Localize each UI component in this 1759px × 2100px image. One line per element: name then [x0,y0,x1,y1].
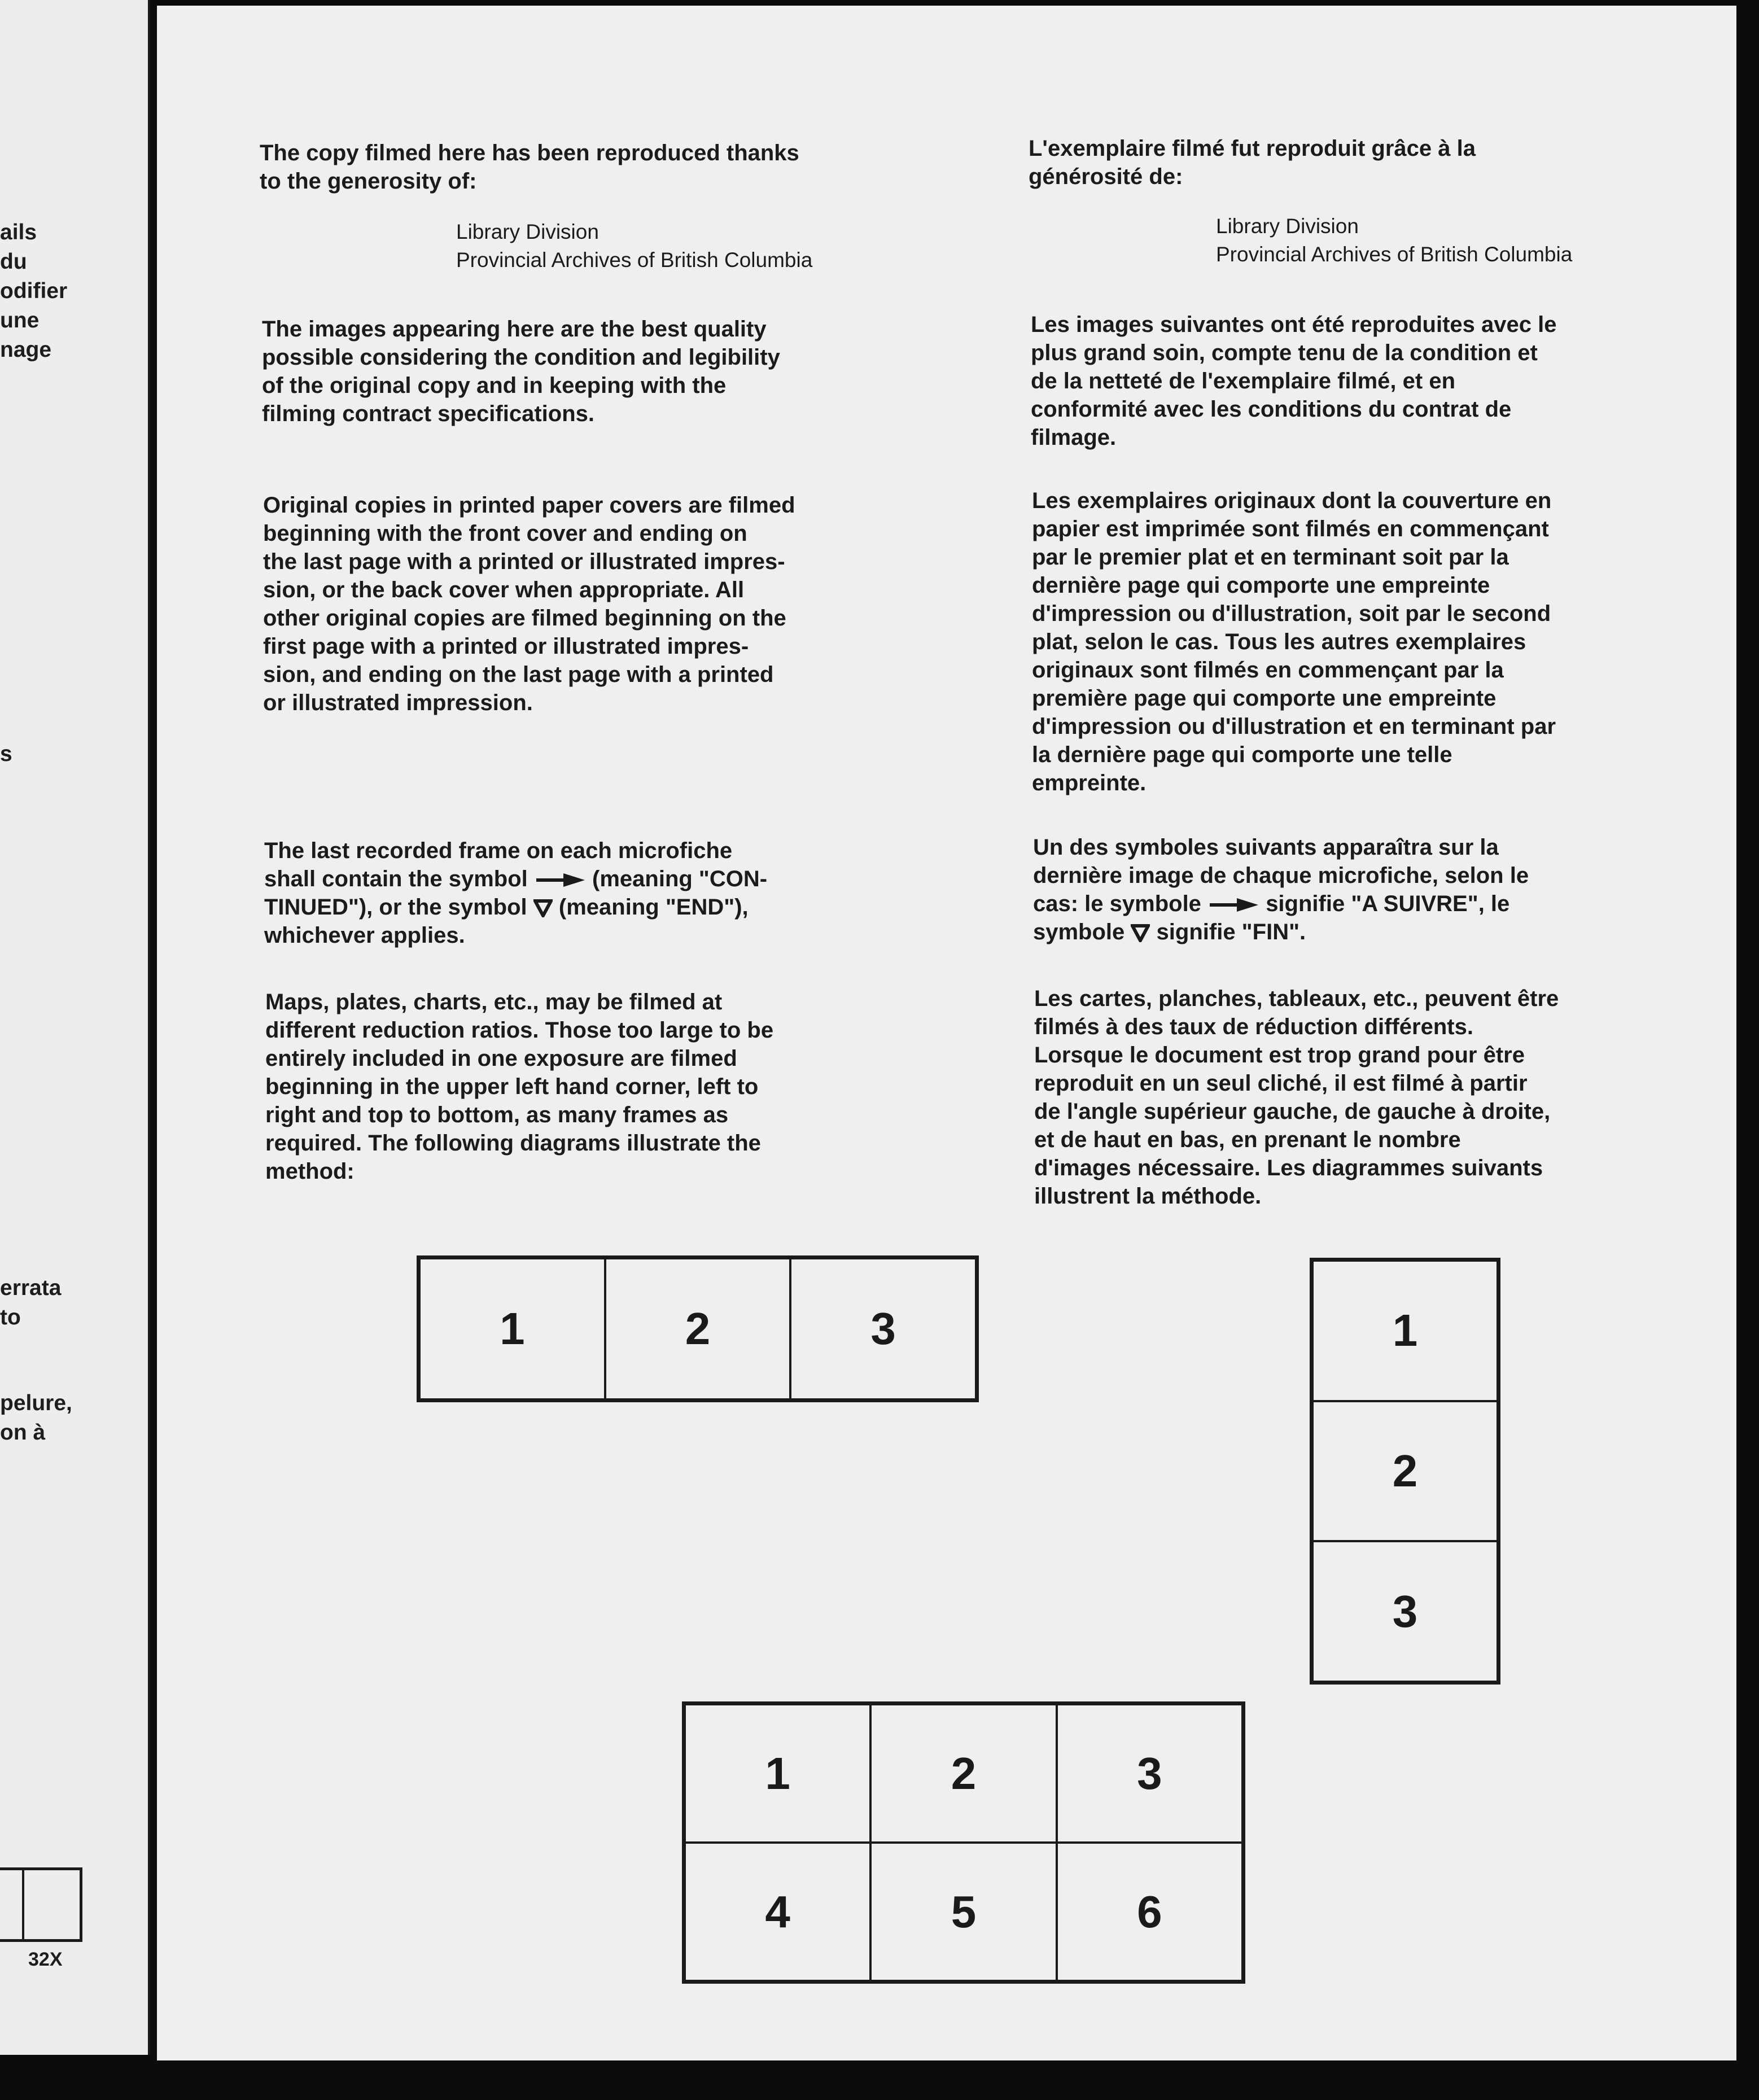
frame-cell: 1 [1312,1261,1498,1401]
text-line: plat, selon le cas. Tous les autres exemplaires [1032,629,1526,654]
text-line: of the original copy and in keeping with the [262,373,727,398]
text-line: Library Division [1216,215,1359,238]
grid-frame-diagram [682,1701,1245,1984]
text-line: et de haut en bas, en prenant le nombre [1034,1127,1461,1152]
text-line: papier est imprimée sont filmés en commençant [1032,517,1549,541]
text-segment: signifie "FIN". [1156,920,1306,944]
frame-cell: 2 [1312,1401,1498,1542]
fragment-text: s [0,742,12,766]
french-covers-paragraph [1032,487,1556,797]
text-line: beginning in the upper left hand corner, left to [265,1074,759,1099]
english-maps-paragraph [265,988,773,1185]
text-line: filming contract specifications. [262,401,595,426]
text-line: The copy filmed here has been reproduced thanks [260,141,799,165]
text-line: whichever applies. [264,923,465,948]
resolution-target-box [0,1867,82,1942]
text-line: d'impression ou d'illustration, soit par le second [1032,601,1551,626]
french-quality-paragraph [1031,310,1556,452]
frame-cell: 6 [1057,1843,1242,1981]
text-line: Provincial Archives of British Columbia [1216,243,1573,266]
text-segment: (meaning "END"), [558,895,749,920]
text-line: Original copies in printed paper covers are filmed [263,493,795,518]
text-line [1033,918,1529,946]
vertical-frame-diagram [1310,1258,1500,1685]
french-symbols-paragraph [1033,833,1529,946]
box-divider [22,1870,24,1939]
text-line: par le premier plat et en terminant soit par la [1032,545,1509,570]
scale-label: 32X [28,1949,63,1970]
text-line: The last recorded frame on each microfiche [264,838,733,863]
frame-cell: 2 [870,1704,1056,1843]
text-segment: shall contain the symbol [264,867,528,891]
text-line: Les cartes, planches, tableaux, etc., peuvent être [1034,986,1559,1011]
text-line: de la netteté de l'exemplaire filmé, et en [1031,369,1456,393]
adjacent-page-fragment [0,0,150,2055]
text-line: filmés à des taux de réduction différents. [1034,1014,1473,1039]
english-quality-paragraph [262,315,780,428]
text-line: filmage. [1031,425,1117,450]
text-line: illustrent la méthode. [1034,1184,1262,1209]
text-line: or illustrated impression. [263,690,533,715]
fragment-text: odifier [0,279,68,303]
text-line: première page qui comporte une empreinte [1032,686,1497,711]
microfiche-target-page [157,6,1736,2060]
fragment-text: ails [0,220,37,244]
frame-cell: 3 [1057,1704,1242,1843]
frame-cell: 5 [870,1843,1056,1981]
text-line: the last page with a printed or illustrated impres- [263,549,785,574]
frame-cell: 3 [790,1258,976,1399]
english-covers-paragraph [263,491,795,717]
text-line: reproduit en un seul cliché, il est filmé à partir [1034,1071,1528,1096]
end-triangle-icon [533,899,553,917]
text-segment: symbole [1033,920,1125,944]
frame-cell: 4 [685,1843,870,1981]
frame-cell: 1 [685,1704,870,1843]
fragment-text: errata [0,1276,62,1300]
text-segment: cas: le symbole [1033,891,1201,916]
french-institution [1216,212,1572,269]
text-line: beginning with the front cover and ending on [263,521,747,546]
text-line: conformité avec les conditions du contrat de [1031,397,1512,422]
end-triangle-icon [1131,924,1150,942]
text-line: other original copies are filmed beginning on the [263,606,786,631]
text-line: générosité de: [1029,164,1183,189]
english-institution [456,218,812,274]
text-line: Lorsque le document est trop grand pour être [1034,1043,1525,1068]
text-line [264,893,767,921]
frame-cell: 3 [1312,1541,1498,1682]
english-credit-intro [260,139,799,195]
text-line: possible considering the condition and legibility [262,345,780,370]
frame-cell: 2 [605,1258,791,1399]
text-line: Un des symboles suivants apparaîtra sur la [1033,835,1499,860]
text-segment: (meaning "CON- [592,867,768,891]
text-line: required. The following diagrams illustrate the [265,1131,761,1156]
text-line [264,865,767,893]
text-segment: signifie "A SUIVRE", le [1266,891,1510,916]
text-line: dernière page qui comporte une empreinte [1032,573,1490,598]
french-credit-intro [1029,134,1476,191]
frame-cell: 1 [419,1258,605,1399]
continued-arrow-icon [1207,897,1259,913]
text-line: plus grand soin, compte tenu de la condition et [1031,340,1538,365]
text-line: sion, and ending on the last page with a printed [263,662,774,687]
french-maps-paragraph [1034,985,1559,1210]
text-line: L'exemplaire filmé fut reproduit grâce à la [1029,136,1476,161]
text-line: different reduction ratios. Those too large to be [265,1018,774,1043]
text-line: d'images nécessaire. Les diagrammes suivants [1034,1156,1543,1180]
text-line: Provincial Archives of British Columbia [456,248,813,272]
text-line: sion, or the back cover when appropriate. All [263,578,745,602]
fragment-text: une [0,308,40,333]
text-line: Maps, plates, charts, etc., may be filmed at [265,990,723,1014]
text-line: entirely included in one exposure are filmed [265,1046,737,1071]
text-line: dernière image de chaque microfiche, selon le [1033,863,1529,888]
fragment-text: nage [0,338,52,362]
text-line: first page with a printed or illustrated impres- [263,634,749,659]
text-line: la dernière page qui comporte une telle [1032,742,1452,767]
text-line: to the generosity of: [260,169,477,194]
fragment-text: to [0,1305,21,1329]
english-symbols-paragraph [264,837,767,950]
fragment-text: pelure, [0,1391,72,1415]
fragment-text: on à [0,1420,46,1445]
continued-arrow-icon [534,872,586,888]
text-line: right and top to bottom, as many frames as [265,1102,729,1127]
fragment-text: du [0,250,27,274]
text-line: d'impression ou d'illustration et en terminant par [1032,714,1556,739]
text-line: empreinte. [1032,771,1147,795]
text-line: Library Division [456,220,599,243]
text-line: Les images suivantes ont été reproduites avec le [1031,312,1557,337]
text-line [1033,890,1529,918]
text-line: The images appearing here are the best quality [262,317,767,342]
horizontal-frame-diagram [417,1255,979,1402]
text-segment: TINUED"), or the symbol [264,895,527,920]
text-line: method: [265,1159,355,1184]
text-line: de l'angle supérieur gauche, de gauche à droite, [1034,1099,1551,1124]
text-line: originaux sont filmés en commençant par la [1032,658,1504,683]
text-line: Les exemplaires originaux dont la couverture en [1032,488,1552,513]
